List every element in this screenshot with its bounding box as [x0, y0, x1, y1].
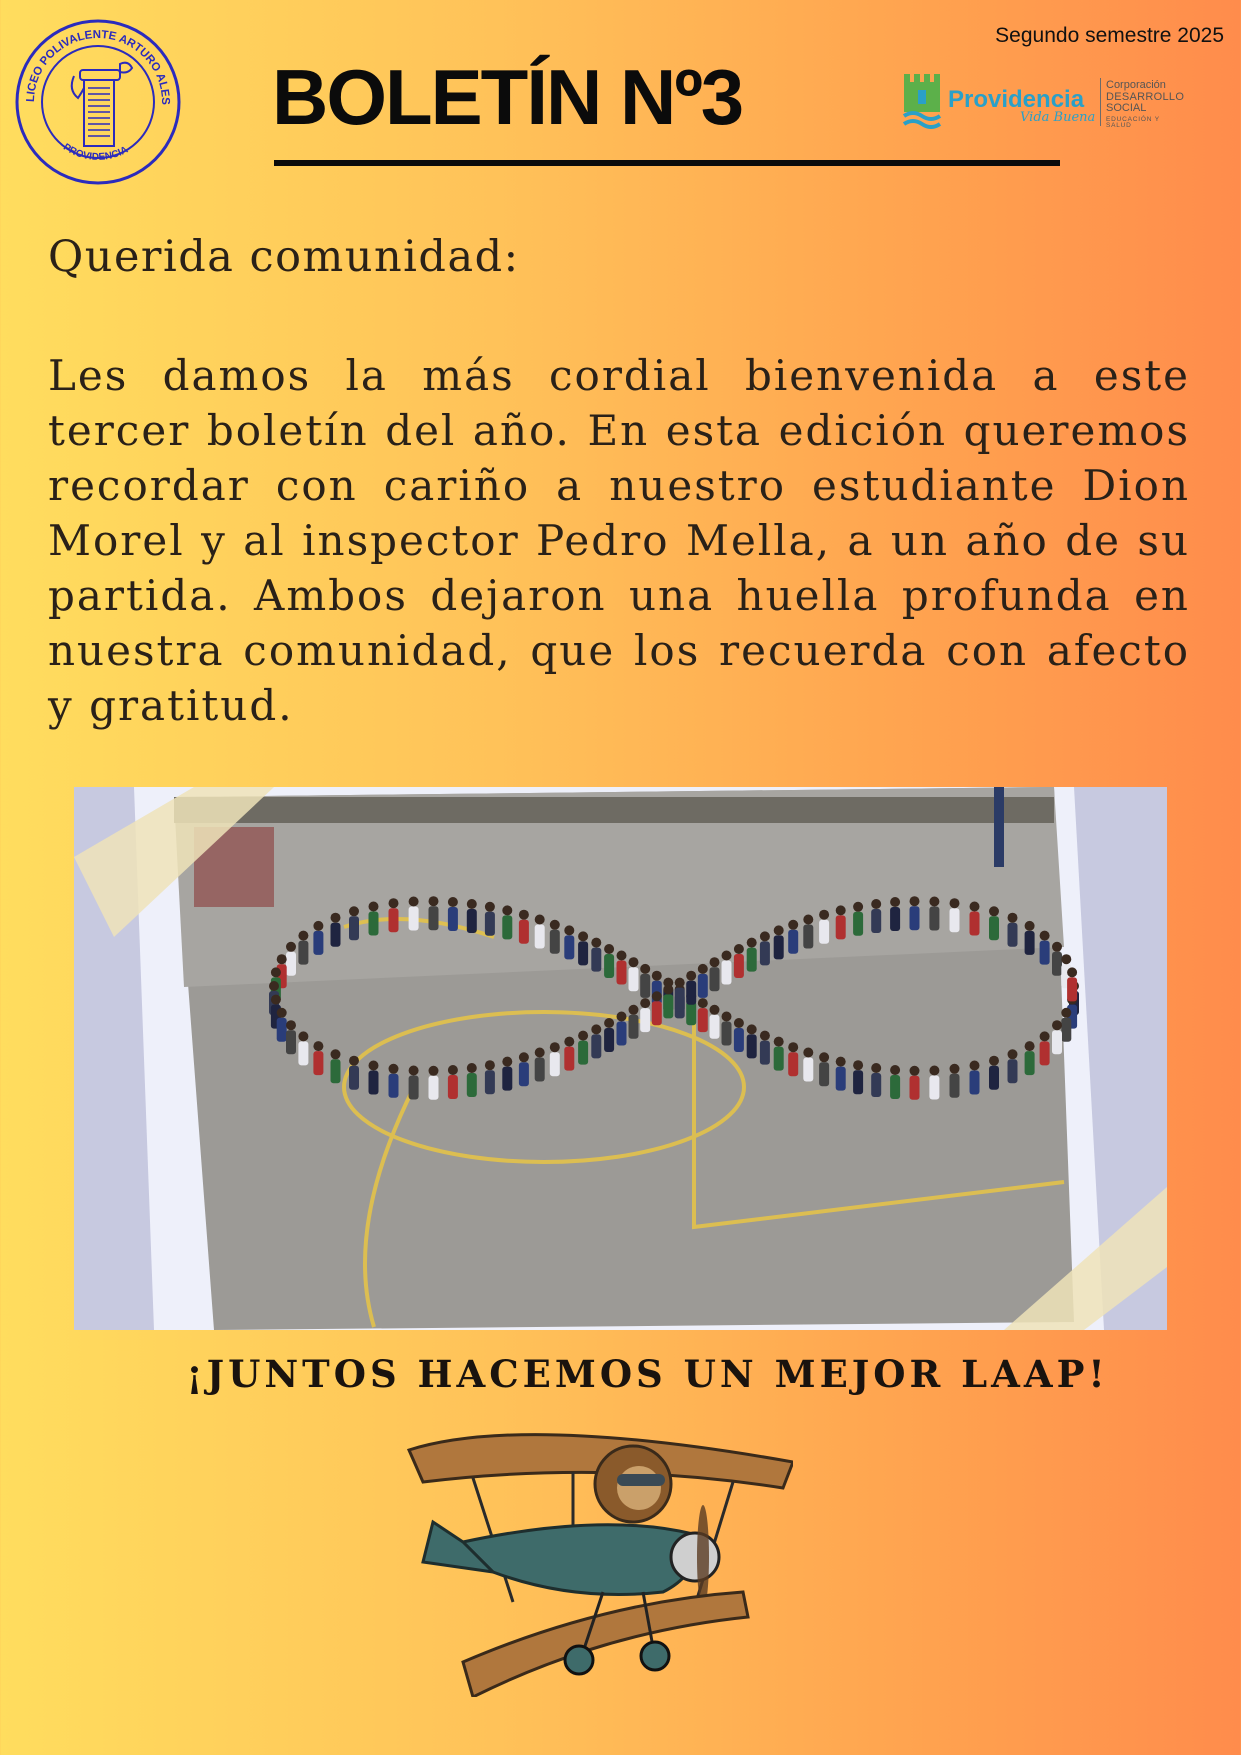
providencia-tower-icon — [902, 74, 942, 132]
person-figure — [448, 1075, 458, 1099]
person-head — [389, 1064, 399, 1074]
person-figure — [502, 915, 512, 939]
person-head — [774, 925, 784, 935]
svg-text:LICEO POLIVALENTE ARTURO ALESS — [14, 18, 171, 105]
person-head — [1040, 1031, 1050, 1041]
motto-banner: ¡JUNTOS HACEMOS UN MEJOR LAAP! — [186, 1352, 1109, 1396]
person-figure — [910, 906, 920, 930]
person-figure — [298, 941, 308, 965]
person-figure — [640, 974, 650, 998]
seal-bottom-text: PROVIDENCIA — [61, 141, 130, 163]
school-seal-icon — [14, 18, 182, 186]
group-photo — [74, 787, 1167, 1330]
person-head — [836, 1057, 846, 1067]
letter-greeting: Querida comunidad: — [48, 232, 520, 282]
person-head — [734, 944, 744, 954]
person-head — [1008, 1049, 1018, 1059]
person-head — [535, 1048, 545, 1058]
person-figure — [760, 1041, 770, 1065]
person-figure — [629, 1015, 639, 1039]
person-head — [652, 991, 662, 1001]
person-head — [819, 910, 829, 920]
person-figure — [890, 1075, 900, 1099]
person-figure — [550, 930, 560, 954]
logo-divider — [1100, 78, 1101, 126]
person-head — [349, 1056, 359, 1066]
person-figure — [519, 1062, 529, 1086]
person-figure — [970, 912, 980, 936]
person-figure — [819, 920, 829, 944]
person-figure — [1008, 1059, 1018, 1083]
person-figure — [331, 923, 341, 947]
person-figure — [722, 961, 732, 985]
person-figure — [675, 988, 685, 1012]
person-head — [760, 931, 770, 941]
person-figure — [640, 1008, 650, 1032]
person-figure — [663, 994, 673, 1018]
person-figure — [1025, 931, 1035, 955]
person-figure — [929, 1076, 939, 1100]
person-figure — [890, 907, 900, 931]
person-figure — [722, 1022, 732, 1046]
municipal-logo — [902, 72, 1185, 136]
person-head — [640, 964, 650, 974]
person-head — [277, 954, 287, 964]
person-head — [519, 910, 529, 920]
person-head — [1061, 1008, 1071, 1018]
person-figure — [389, 908, 399, 932]
person-figure — [698, 974, 708, 998]
person-figure — [617, 1022, 627, 1046]
person-head — [578, 931, 588, 941]
person-figure — [734, 1028, 744, 1052]
person-figure — [774, 1047, 784, 1071]
person-figure — [564, 935, 574, 959]
person-figure — [652, 1001, 662, 1025]
person-head — [747, 938, 757, 948]
title-underline — [274, 160, 1060, 166]
person-figure — [485, 1070, 495, 1094]
person-head — [929, 1066, 939, 1076]
person-figure — [1052, 952, 1062, 976]
person-head — [640, 998, 650, 1008]
person-head — [564, 1037, 574, 1047]
person-head — [747, 1024, 757, 1034]
person-figure — [429, 1076, 439, 1100]
person-figure — [467, 909, 477, 933]
corp-line-3: SOCIAL — [1106, 102, 1147, 115]
person-head — [349, 906, 359, 916]
person-figure — [578, 1041, 588, 1065]
lion-pilot-biplane-icon — [403, 1422, 793, 1697]
person-head — [675, 978, 685, 988]
semester-label: Segundo semestre 2025 — [995, 24, 1224, 47]
person-head — [710, 1005, 720, 1015]
person-head — [989, 906, 999, 916]
person-figure — [349, 916, 359, 940]
person-head — [286, 1020, 296, 1030]
person-head — [698, 964, 708, 974]
person-figure — [591, 1034, 601, 1058]
person-head — [389, 898, 399, 908]
person-figure — [836, 1067, 846, 1091]
person-figure — [1061, 1018, 1071, 1042]
person-head — [686, 971, 696, 981]
person-head — [663, 984, 673, 994]
person-head — [760, 1031, 770, 1041]
person-figure — [617, 961, 627, 985]
person-head — [271, 967, 281, 977]
person-head — [970, 1061, 980, 1071]
person-head — [485, 902, 495, 912]
person-figure — [686, 981, 696, 1005]
person-figure — [950, 908, 960, 932]
person-figure — [788, 1052, 798, 1076]
person-head — [604, 944, 614, 954]
person-figure — [747, 948, 757, 972]
person-figure — [819, 1062, 829, 1086]
person-figure — [910, 1076, 920, 1100]
person-head — [710, 957, 720, 967]
person-figure — [1052, 1030, 1062, 1054]
person-head — [722, 1012, 732, 1022]
seal-ring-text: LICEO POLIVALENTE ARTURO ALES — [24, 28, 172, 105]
person-head — [803, 915, 813, 925]
person-head — [271, 995, 281, 1005]
person-head — [853, 902, 863, 912]
municipal-name: Providencia — [948, 86, 1085, 113]
person-head — [1025, 1041, 1035, 1051]
corp-line-4: EDUCACIÓN Y SALUD — [1106, 115, 1160, 130]
person-figure — [734, 954, 744, 978]
person-head — [409, 897, 419, 907]
person-figure — [298, 1041, 308, 1065]
person-head — [950, 898, 960, 908]
person-head — [871, 1063, 881, 1073]
person-head — [1061, 954, 1071, 964]
person-head — [970, 902, 980, 912]
person-figure — [409, 907, 419, 931]
person-head — [467, 899, 477, 909]
person-head — [617, 951, 627, 961]
person-figure — [950, 1074, 960, 1098]
person-figure — [747, 1034, 757, 1058]
person-figure — [710, 1015, 720, 1039]
person-figure — [550, 1052, 560, 1076]
person-head — [591, 938, 601, 948]
person-head — [331, 1049, 341, 1059]
person-figure — [629, 967, 639, 991]
person-figure — [1008, 923, 1018, 947]
person-head — [409, 1066, 419, 1076]
person-figure — [929, 907, 939, 931]
person-head — [788, 1042, 798, 1052]
person-figure — [698, 1008, 708, 1032]
person-figure — [853, 1070, 863, 1094]
person-head — [313, 921, 323, 931]
person-head — [578, 1031, 588, 1041]
person-head — [734, 1018, 744, 1028]
person-figure — [1040, 1041, 1050, 1065]
person-head — [788, 920, 798, 930]
person-head — [519, 1052, 529, 1062]
person-figure — [429, 906, 439, 930]
person-head — [910, 896, 920, 906]
person-figure — [604, 1028, 614, 1052]
person-figure — [369, 1071, 379, 1095]
person-head — [1025, 921, 1035, 931]
person-head — [429, 896, 439, 906]
person-head — [564, 925, 574, 935]
person-figure — [788, 930, 798, 954]
person-head — [989, 1056, 999, 1066]
corp-line-1: Corporación — [1106, 79, 1166, 91]
person-head — [429, 1066, 439, 1076]
person-head — [698, 998, 708, 1008]
person-head — [448, 897, 458, 907]
person-figure — [760, 941, 770, 965]
person-head — [652, 971, 662, 981]
svg-text:PROVIDENCIA — [61, 142, 130, 163]
person-head — [298, 931, 308, 941]
person-figure — [578, 941, 588, 965]
person-head — [535, 915, 545, 925]
person-head — [1067, 967, 1077, 977]
person-figure — [803, 925, 813, 949]
corporation-name — [1106, 80, 1184, 130]
person-head — [853, 1060, 863, 1070]
person-head — [286, 942, 296, 952]
person-figure — [803, 1058, 813, 1082]
person-head — [871, 899, 881, 909]
letter-paragraph: Les damos la más cordial bienvenida a este tercer boletín del año. En esta edición queremos recordar con cariño a nuestro estudiante Dion Morel y al inspector Pedro Mella, a un año de su partida. Ambos dejaron una huella profunda en nuestra comunidad, que los recuerda con afecto y gratitud. — [48, 351, 1190, 730]
person-figure — [349, 1066, 359, 1090]
person-figure — [1040, 941, 1050, 965]
person-head — [910, 1066, 920, 1076]
person-head — [277, 1008, 287, 1018]
person-figure — [448, 907, 458, 931]
corp-line-2: DESARROLLO — [1106, 90, 1185, 103]
person-figure — [989, 916, 999, 940]
person-figure — [313, 1051, 323, 1075]
person-figure — [502, 1067, 512, 1091]
person-head — [298, 1031, 308, 1041]
person-head — [629, 957, 639, 967]
person-figure — [389, 1074, 399, 1098]
person-figure — [313, 931, 323, 955]
municipal-tagline: Vida Buena — [1020, 110, 1096, 125]
person-head — [269, 981, 279, 991]
person-figure — [853, 912, 863, 936]
person-figure — [774, 935, 784, 959]
person-figure — [564, 1047, 574, 1071]
person-head — [836, 905, 846, 915]
person-figure — [836, 915, 846, 939]
person-head — [890, 1065, 900, 1075]
person-head — [1052, 1020, 1062, 1030]
person-head — [1008, 913, 1018, 923]
person-head — [369, 1061, 379, 1071]
person-head — [629, 1005, 639, 1015]
person-head — [502, 905, 512, 915]
person-figure — [409, 1076, 419, 1100]
person-figure — [970, 1071, 980, 1095]
person-head — [502, 1057, 512, 1067]
person-head — [774, 1037, 784, 1047]
person-figure — [1025, 1051, 1035, 1075]
person-head — [722, 951, 732, 961]
person-head — [448, 1065, 458, 1075]
person-head — [591, 1024, 601, 1034]
person-head — [331, 913, 341, 923]
person-figure — [871, 909, 881, 933]
person-head — [1052, 942, 1062, 952]
person-head — [550, 920, 560, 930]
person-figure — [519, 920, 529, 944]
person-head — [604, 1018, 614, 1028]
person-figure — [1067, 977, 1077, 1001]
person-figure — [277, 1018, 287, 1042]
page-title: BOLETÍN Nº3 — [272, 53, 743, 141]
person-head — [819, 1052, 829, 1062]
person-figure — [989, 1066, 999, 1090]
person-head — [369, 902, 379, 912]
person-figure — [369, 912, 379, 936]
person-figure — [604, 954, 614, 978]
person-head — [803, 1048, 813, 1058]
person-head — [313, 1041, 323, 1051]
person-head — [550, 1042, 560, 1052]
person-head — [929, 897, 939, 907]
person-head — [617, 1012, 627, 1022]
person-figure — [535, 925, 545, 949]
person-figure — [286, 1030, 296, 1054]
person-figure — [331, 1059, 341, 1083]
person-figure — [871, 1073, 881, 1097]
person-figure — [467, 1073, 477, 1097]
person-head — [467, 1063, 477, 1073]
person-figure — [591, 948, 601, 972]
person-figure — [485, 912, 495, 936]
person-head — [890, 897, 900, 907]
person-head — [485, 1060, 495, 1070]
person-head — [1040, 931, 1050, 941]
person-head — [950, 1064, 960, 1074]
person-figure — [535, 1058, 545, 1082]
person-figure — [286, 952, 296, 976]
group-photo-infinity-formation — [74, 787, 1167, 1330]
person-figure — [710, 967, 720, 991]
person-figure — [686, 1001, 696, 1025]
